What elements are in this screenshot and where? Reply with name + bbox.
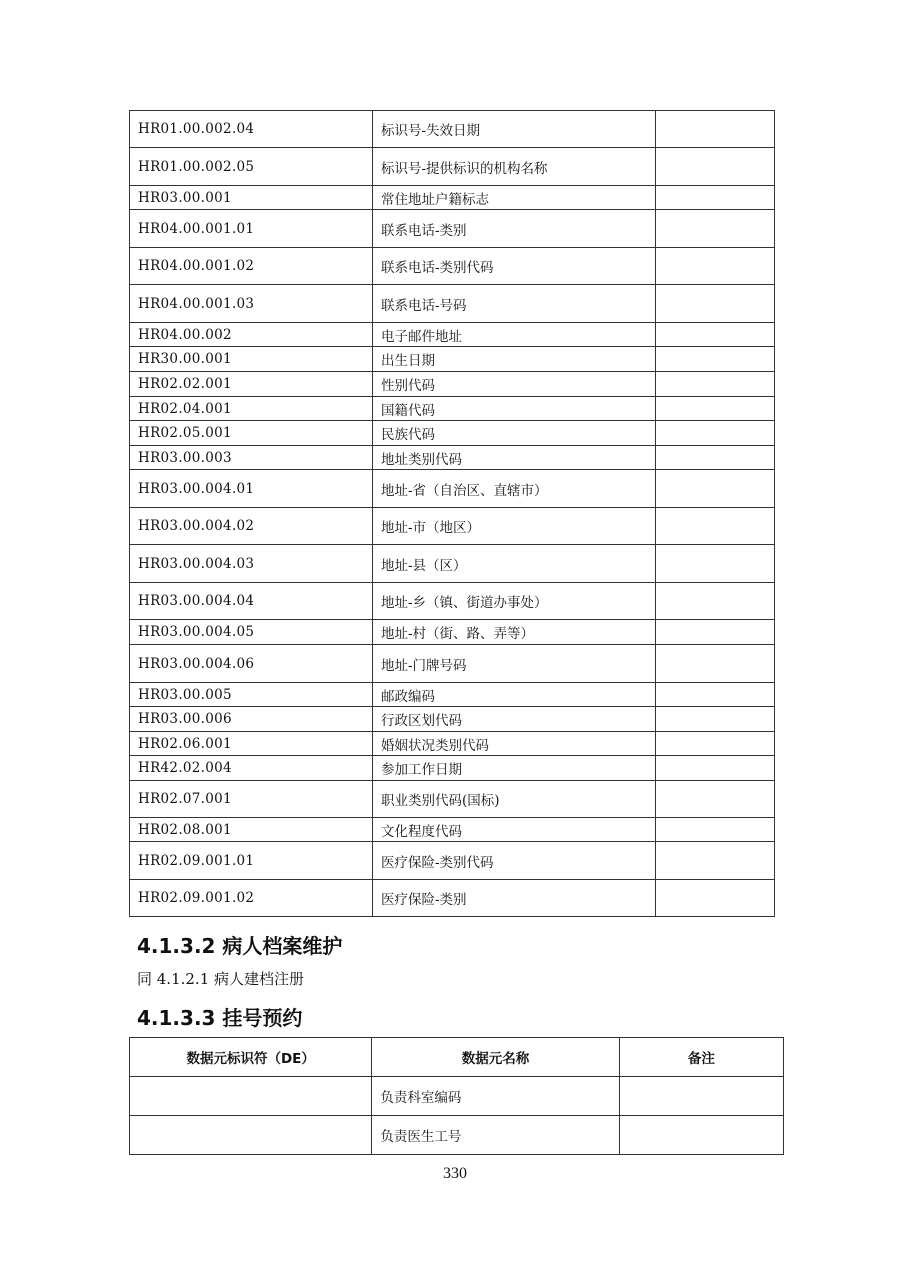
table-row (130, 470, 775, 508)
cell-note (656, 372, 775, 397)
cell-note (656, 583, 775, 620)
cell-note (656, 111, 775, 148)
table-row (130, 186, 775, 210)
cell-name: 标识号-提供标识的机构名称 (373, 148, 656, 186)
table-row (130, 210, 775, 248)
cell-note (656, 470, 775, 508)
table-row (130, 583, 775, 620)
table-row (130, 756, 775, 781)
table-row (130, 397, 775, 421)
cell-name: 婚姻状况类别代码 (373, 732, 656, 756)
cell-name: 地址-市（地区） (373, 508, 656, 545)
cell-identifier: HR04.00.001.03 (130, 285, 373, 323)
cell-name: 联系电话-号码 (373, 285, 656, 323)
cell-identifier: HR02.04.001 (130, 397, 373, 421)
cell-note (656, 683, 775, 707)
cell-identifier: HR03.00.003 (130, 446, 373, 470)
cell-name: 医疗保险-类别 (373, 880, 656, 917)
header-identifier: 数据元标识符（DE） (130, 1038, 372, 1077)
cell-name: 电子邮件地址 (373, 323, 656, 347)
cell-note (656, 645, 775, 683)
cell-name: 负责医生工号 (372, 1116, 619, 1155)
table-row (130, 508, 775, 545)
header-note: 备注 (619, 1038, 783, 1077)
cell-note (656, 421, 775, 446)
page-number: 330 (443, 1165, 467, 1182)
cell-identifier: HR02.06.001 (130, 732, 373, 756)
header-name: 数据元名称 (372, 1038, 619, 1077)
cell-name: 联系电话-类别代码 (373, 248, 656, 285)
header-row (130, 1038, 784, 1077)
cell-identifier: HR01.00.002.04 (130, 111, 373, 148)
table-row (130, 732, 775, 756)
cell-note (656, 210, 775, 248)
cell-note (656, 323, 775, 347)
cell-note (656, 756, 775, 781)
cell-identifier: HR03.00.004.05 (130, 620, 373, 645)
table-row (130, 545, 775, 583)
cell-name: 地址-门牌号码 (373, 645, 656, 683)
cell-note (656, 781, 775, 818)
cell-note (656, 446, 775, 470)
cell-note (656, 285, 775, 323)
cell-note (656, 508, 775, 545)
table-row (130, 148, 775, 186)
table-body (130, 1077, 784, 1155)
cell-identifier: HR02.09.001.01 (130, 842, 373, 880)
table-row (130, 372, 775, 397)
cell-name: 联系电话-类别 (373, 210, 656, 248)
section-heading-patient-archive-maintenance: 4.1.3.2 病人档案维护 (137, 934, 343, 958)
section-paragraph: 同 4.1.2.1 病人建档注册 (137, 970, 305, 988)
table-row (130, 645, 775, 683)
table-row (130, 323, 775, 347)
table-row (130, 421, 775, 446)
cell-identifier: HR03.00.004.04 (130, 583, 373, 620)
cell-identifier: HR03.00.004.06 (130, 645, 373, 683)
table-row (130, 842, 775, 880)
cell-note (656, 186, 775, 210)
cell-identifier: HR02.09.001.02 (130, 880, 373, 917)
cell-note (656, 880, 775, 917)
table-row (130, 446, 775, 470)
appointment-data-element-table (129, 1037, 784, 1155)
table-row (130, 248, 775, 285)
cell-identifier: HR02.05.001 (130, 421, 373, 446)
cell-note (656, 545, 775, 583)
cell-note (656, 347, 775, 372)
cell-identifier: HR01.00.002.05 (130, 148, 373, 186)
cell-identifier: HR03.00.004.03 (130, 545, 373, 583)
cell-identifier: HR03.00.001 (130, 186, 373, 210)
cell-name: 地址-县（区） (373, 545, 656, 583)
cell-note (656, 818, 775, 842)
cell-note (656, 148, 775, 186)
cell-name: 地址类别代码 (373, 446, 656, 470)
cell-identifier (130, 1116, 372, 1155)
cell-name: 职业类别代码(国标) (373, 781, 656, 818)
cell-identifier: HR03.00.004.01 (130, 470, 373, 508)
cell-identifier: HR04.00.002 (130, 323, 373, 347)
cell-identifier: HR04.00.001.02 (130, 248, 373, 285)
cell-name: 地址-省（自治区、直辖市） (373, 470, 656, 508)
table-row (130, 818, 775, 842)
cell-name: 地址-村（街、路、弄等） (373, 620, 656, 645)
table-body (130, 111, 775, 917)
table-row (130, 1077, 784, 1116)
cell-identifier: HR02.02.001 (130, 372, 373, 397)
cell-name: 行政区划代码 (373, 707, 656, 732)
cell-name: 出生日期 (373, 347, 656, 372)
table-row (130, 880, 775, 917)
cell-identifier: HR42.02.004 (130, 756, 373, 781)
cell-identifier: HR02.08.001 (130, 818, 373, 842)
table-row (130, 707, 775, 732)
table-row (130, 285, 775, 323)
cell-note (656, 620, 775, 645)
cell-name: 负责科室编码 (372, 1077, 619, 1116)
cell-name: 文化程度代码 (373, 818, 656, 842)
cell-name: 地址-乡（镇、街道办事处） (373, 583, 656, 620)
table-row (130, 1116, 784, 1155)
cell-note (619, 1077, 783, 1116)
cell-note (656, 397, 775, 421)
cell-identifier: HR02.07.001 (130, 781, 373, 818)
table-row (130, 347, 775, 372)
data-element-table-continued (129, 110, 775, 917)
cell-identifier: HR03.00.006 (130, 707, 373, 732)
cell-name: 常住地址户籍标志 (373, 186, 656, 210)
cell-identifier: HR04.00.001.01 (130, 210, 373, 248)
cell-name: 性别代码 (373, 372, 656, 397)
table-row (130, 683, 775, 707)
table-row (130, 111, 775, 148)
cell-name: 国籍代码 (373, 397, 656, 421)
cell-note (656, 842, 775, 880)
cell-note (619, 1116, 783, 1155)
cell-name: 标识号-失效日期 (373, 111, 656, 148)
cell-note (656, 707, 775, 732)
cell-identifier: HR30.00.001 (130, 347, 373, 372)
cell-name: 邮政编码 (373, 683, 656, 707)
section-heading-registration-appointment: 4.1.3.3 挂号预约 (137, 1006, 303, 1030)
table-row (130, 781, 775, 818)
table-header (130, 1038, 784, 1077)
cell-identifier: HR03.00.004.02 (130, 508, 373, 545)
cell-name: 民族代码 (373, 421, 656, 446)
cell-name: 参加工作日期 (373, 756, 656, 781)
cell-note (656, 732, 775, 756)
cell-identifier (130, 1077, 372, 1116)
cell-identifier: HR03.00.005 (130, 683, 373, 707)
table-row (130, 620, 775, 645)
cell-name: 医疗保险-类别代码 (373, 842, 656, 880)
cell-note (656, 248, 775, 285)
